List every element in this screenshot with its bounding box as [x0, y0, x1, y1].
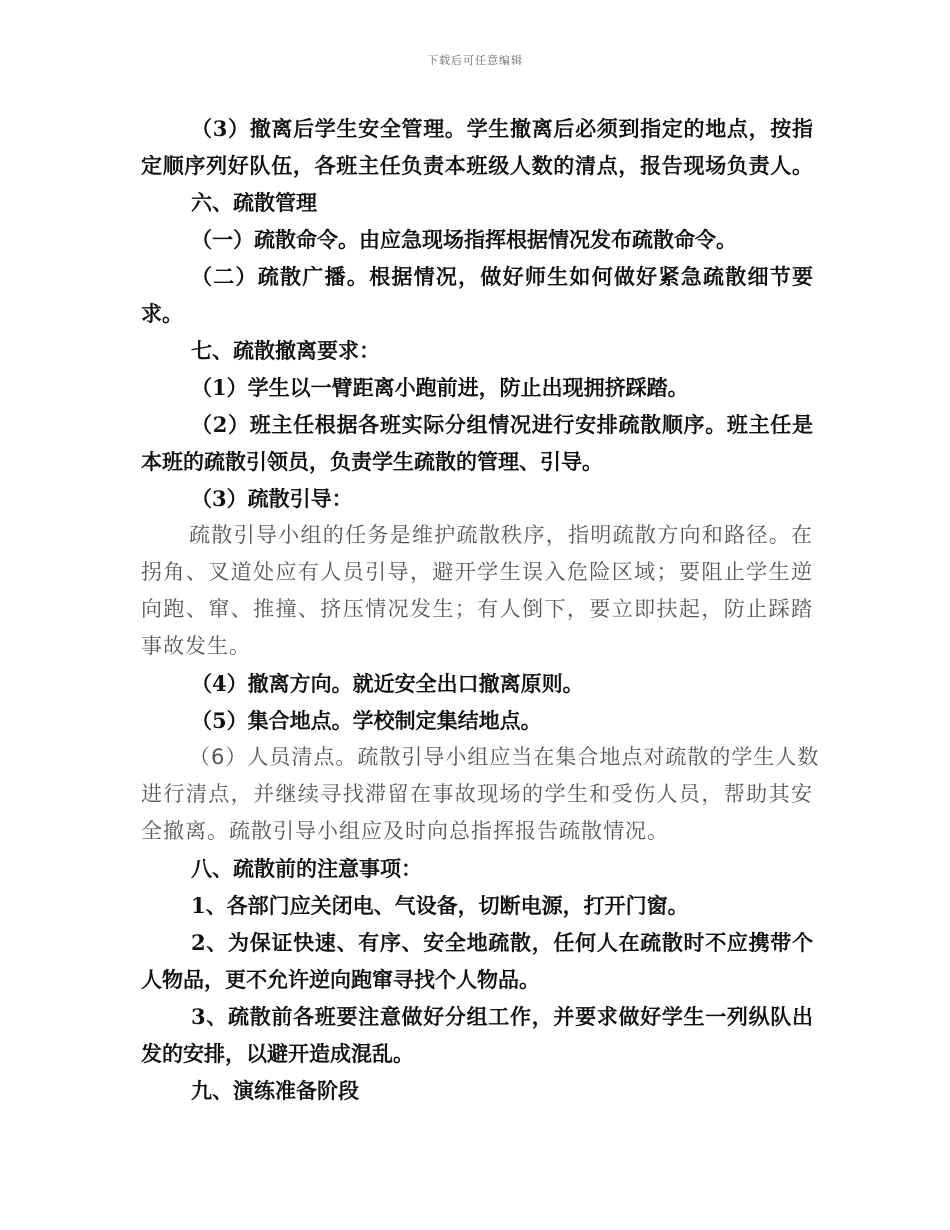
section-heading: 九、演练准备阶段 [191, 1078, 359, 1103]
paragraph-line: （一）疏散命令。由应急现场指挥根据情况发布疏散命令。 [191, 227, 737, 252]
paragraph-line: 定顺序列好队伍，各班主任负责本班级人数的清点，报告现场负责人。 [141, 153, 813, 178]
paragraph-line: （5）集合地点。学校制定集结地点。 [191, 708, 542, 733]
paragraph-line: （2）班主任根据各班实际分组情况进行安排疏散顺序。班主任是 [191, 412, 813, 437]
paragraph-line: 全撤离。疏散引导小组应及时向总指挥报告疏散情况。 [141, 819, 669, 843]
paragraph-line: （二）疏散广播。根据情况，做好师生如何做好紧急疏散细节要 [191, 264, 813, 289]
paragraph-line: 事故发生。 [141, 634, 251, 658]
paragraph-line: 疏散引导小组的任务是维护疏散秩序，指明疏散方向和路径。在 [189, 523, 813, 547]
paragraph-line: 本班的疏散引领员，负责学生疏散的管理、引导。 [141, 449, 603, 474]
paragraph-line: （4）撤离方向。就近安全出口撤离原则。 [191, 671, 584, 696]
paragraph-line: 拐角、叉道处应有人员引导，避开学生误入危险区域；要阻止学生逆 [141, 560, 813, 584]
section-heading: 八、疏散前的注意事项： [191, 856, 422, 881]
paragraph-line: （6）人员清点。疏散引导小组应当在集合地点对疏散的学生人数 [189, 745, 820, 769]
paragraph-line: 求。 [141, 301, 183, 326]
paragraph-line: 向跑、窜、推撞、挤压情况发生；有人倒下，要立即扶起，防止踩踏 [141, 597, 813, 621]
paragraph-line: 进行清点，并继续寻找滞留在事故现场的学生和受伤人员，帮助其安 [141, 782, 813, 806]
paragraph-line: 发的安排，以避开造成混乱。 [141, 1041, 414, 1066]
paragraph-line: （1）学生以一臂距离小跑前进，防止出现拥挤踩踏。 [191, 375, 689, 400]
paragraph-line: （3）疏散引导： [191, 486, 353, 511]
paragraph-line: 2、为保证快速、有序、安全地疏散，任何人在疏散时不应携带个 [191, 930, 813, 955]
document-body [141, 110, 820, 1109]
paragraph-line: 人物品，更不允许逆向跑窜寻找个人物品。 [141, 967, 540, 992]
paragraph-line: （3）撤离后学生安全管理。学生撤离后必须到指定的地点，按指 [191, 116, 813, 141]
section-heading: 七、疏散撤离要求： [191, 338, 380, 363]
page-header: 下载后可任意编辑 [427, 54, 523, 67]
paragraph-line: 1、各部门应关闭电、气设备，切断电源，打开门窗。 [191, 893, 689, 918]
paragraph-line: 3、疏散前各班要注意做好分组工作，并要求做好学生一列纵队出 [191, 1004, 813, 1029]
section-heading: 六、疏散管理 [191, 190, 317, 215]
